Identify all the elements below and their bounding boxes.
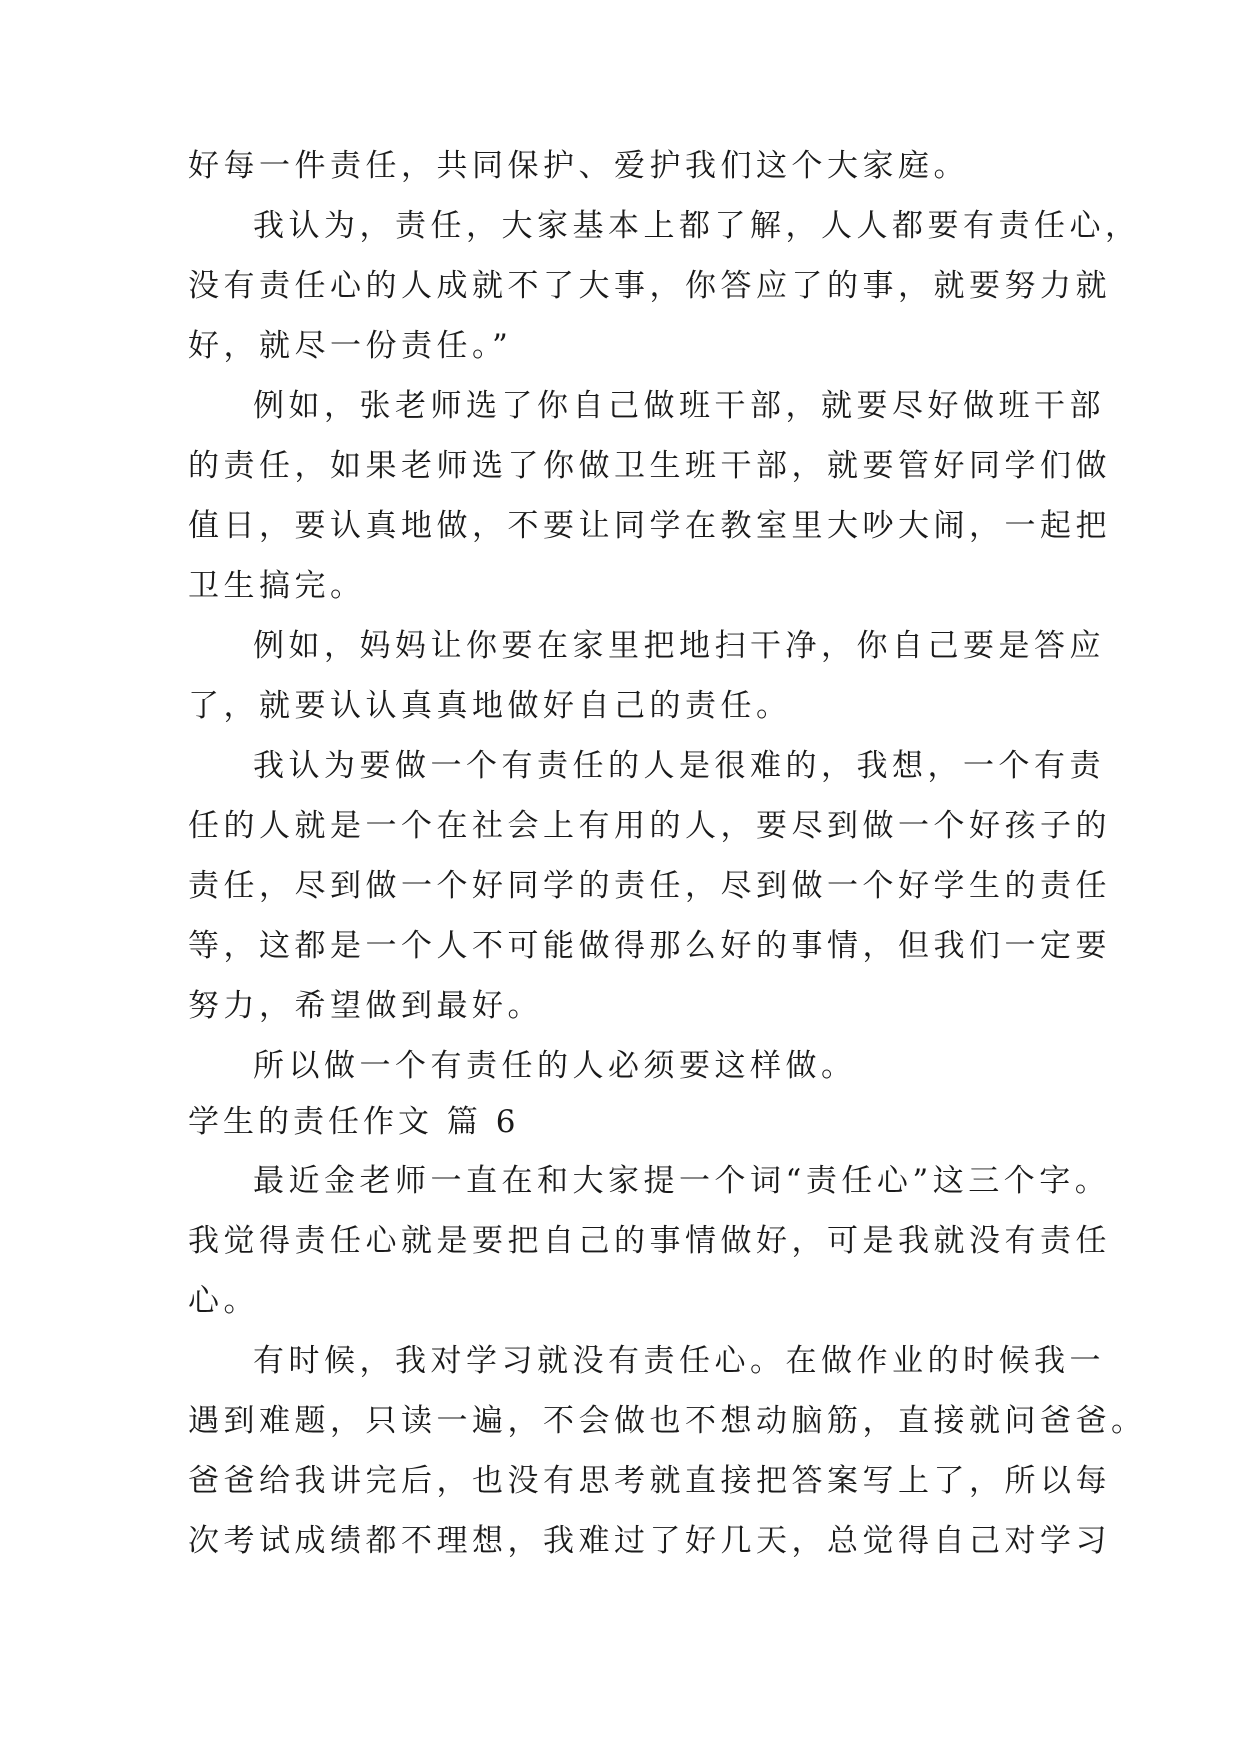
paragraph-first-line: 最近金老师一直在和大家提一个词“责任心”这三个字。 [253, 1163, 1111, 1199]
paragraph-first-line: 例如，妈妈让你要在家里把地扫干净，你自己要是答应 [253, 628, 1105, 664]
text-line: 努力，希望做到最好。 [188, 988, 543, 1024]
text-line: 遇到难题，只读一遍，不会做也不想动脑筋，直接就问爸爸。 [188, 1403, 1147, 1439]
paragraph-first-line: 我认为要做一个有责任的人是很难的，我想，一个有责 [253, 748, 1105, 784]
text-line: 我觉得责任心就是要把自己的事情做好，可是我就没有责任 [188, 1223, 1111, 1259]
text-line: 卫生搞完。 [188, 568, 366, 604]
text-line: 好每一件责任，共同保护、爱护我们这个大家庭。 [188, 148, 969, 184]
text-line: 值日，要认真地做，不要让同学在教室里大吵大闹，一起把 [188, 508, 1111, 544]
text-line: 的责任，如果老师选了你做卫生班干部，就要管好同学们做 [188, 448, 1111, 484]
section-heading: 学生的责任作文 篇 6 [188, 1104, 520, 1140]
paragraph-first-line: 我认为，责任，大家基本上都了解，人人都要有责任心， [253, 208, 1141, 244]
text-line: 心。 [188, 1283, 259, 1319]
text-line: 爸爸给我讲完后，也没有思考就直接把答案写上了，所以每 [188, 1463, 1111, 1499]
text-line: 任的人就是一个在社会上有用的人，要尽到做一个好孩子的 [188, 808, 1111, 844]
text-line: 责任，尽到做一个好同学的责任，尽到做一个好学生的责任 [188, 868, 1111, 904]
paragraph-first-line: 例如，张老师选了你自己做班干部，就要尽好做班干部 [253, 388, 1105, 424]
text-line: 次考试成绩都不理想，我难过了好几天，总觉得自己对学习 [188, 1523, 1111, 1559]
text-line: 了，就要认认真真地做好自己的责任。 [188, 688, 792, 724]
text-line: 等，这都是一个人不可能做得那么好的事情，但我们一定要 [188, 928, 1111, 964]
text-line: 好，就尽一份责任。” [188, 328, 513, 364]
text-line: 没有责任心的人成就不了大事，你答应了的事，就要努力就 [188, 268, 1111, 304]
paragraph-first-line: 所以做一个有责任的人必须要这样做。 [253, 1048, 857, 1084]
paragraph-first-line: 有时候，我对学习就没有责任心。在做作业的时候我一 [253, 1343, 1105, 1379]
